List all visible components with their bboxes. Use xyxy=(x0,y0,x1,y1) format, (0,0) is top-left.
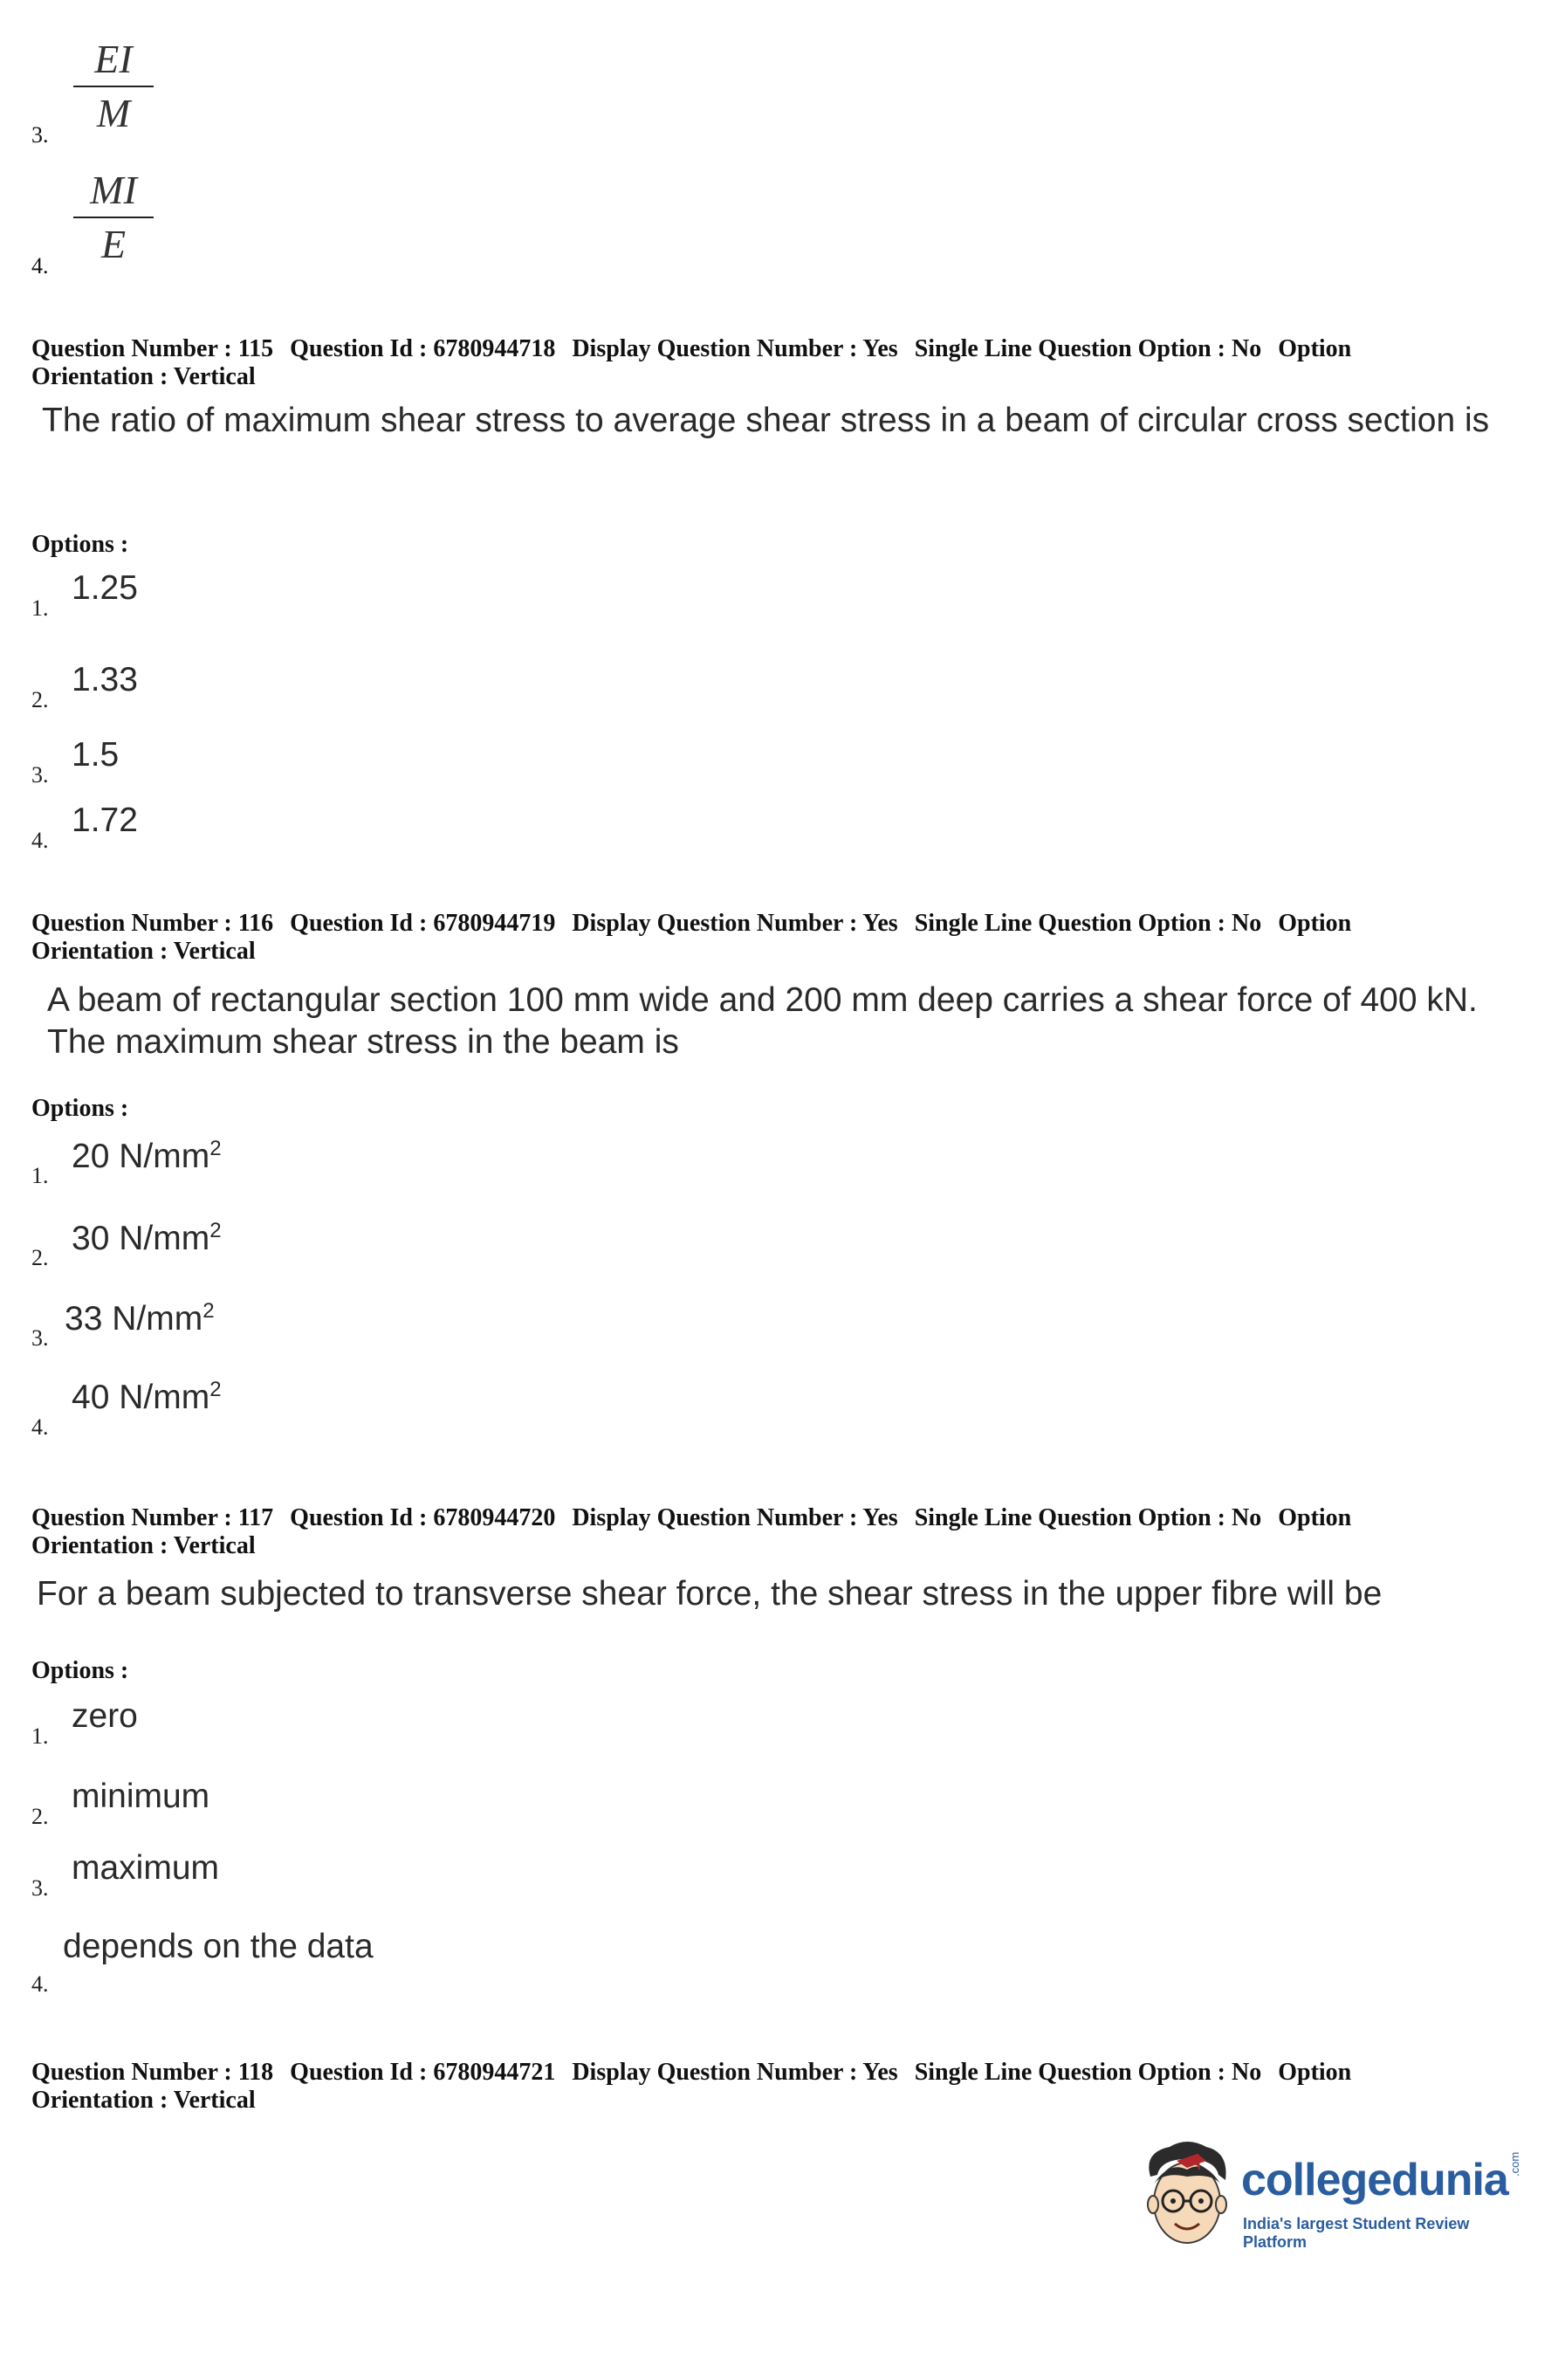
option-3 xyxy=(31,736,642,788)
option-4 xyxy=(31,1928,642,1998)
option-number: 1. xyxy=(31,1163,49,1188)
single-line-option: Single Line Question Option : No xyxy=(914,335,1262,362)
single-line-option: Single Line Question Option : No xyxy=(914,2059,1262,2086)
option-1 xyxy=(31,569,642,622)
question-header xyxy=(31,910,1533,966)
option-text: 20 $N/mm^2$ xyxy=(72,1137,222,1175)
question-text: A beam of rectangular section 100 mm wide and 200 mm deep carries a shear force of 400 kN. The maximum shear stress in the beam is xyxy=(47,981,1478,1061)
single-line-option: Single Line Question Option : No xyxy=(914,910,1262,937)
question-number: Question Number : 115 xyxy=(31,335,274,362)
options-label: Options : xyxy=(31,1095,129,1122)
question-id: Question Id : 6780944719 xyxy=(290,910,556,937)
option-orientation-b: Orientation : Vertical xyxy=(31,2087,256,2114)
option-text: zero xyxy=(72,1697,138,1735)
option-orientation-b: Orientation : Vertical xyxy=(31,363,256,390)
single-line-option: Single Line Question Option : No xyxy=(914,1504,1262,1531)
option-4 xyxy=(31,801,642,854)
option-text: minimum xyxy=(72,1778,210,1815)
fraction xyxy=(70,166,157,269)
option-1 xyxy=(31,1697,642,1750)
question-header-line-1 xyxy=(31,910,1533,938)
option-text: 30 $N/mm^2$ xyxy=(72,1219,222,1257)
display-question-number: Display Question Number : Yes xyxy=(572,910,898,937)
option-text: 1.5 xyxy=(72,736,120,774)
option-number: 3. xyxy=(31,1875,49,1901)
option-orientation-a: Option xyxy=(1278,910,1352,937)
option-orientation-a: Option xyxy=(1278,335,1352,362)
question-id: Question Id : 6780944720 xyxy=(290,1504,556,1531)
option-number: 1. xyxy=(31,1723,49,1749)
option-number: 1. xyxy=(31,595,49,621)
option-text: 1.25 xyxy=(72,569,138,607)
display-question-number: Display Question Number : Yes xyxy=(572,1504,898,1531)
option-3 xyxy=(31,1299,642,1352)
option-number: 3. xyxy=(31,122,49,148)
option-number: 4. xyxy=(31,253,49,279)
fraction-numerator: MI xyxy=(90,168,137,212)
question-header-line-1 xyxy=(31,335,1533,363)
option-number: 4. xyxy=(31,828,49,853)
brand-tagline: India's largest Student Review Platform xyxy=(1243,2215,1470,2251)
options-label: Options : xyxy=(31,1657,129,1684)
option-number: 4. xyxy=(31,1971,49,1997)
option-3 xyxy=(31,1849,642,1902)
question-text: The ratio of maximum shear stress to average shear stress in a beam of circular cross section is xyxy=(42,402,1490,439)
option-number: 2. xyxy=(31,1245,49,1270)
option-text: 1.72 xyxy=(72,801,138,839)
option-4 xyxy=(31,1378,642,1441)
option-orientation-a: Option xyxy=(1278,2059,1352,2086)
display-question-number: Display Question Number : Yes xyxy=(572,2059,898,2086)
options-label: Options : xyxy=(31,531,129,558)
question-header-line-1 xyxy=(31,1504,1533,1532)
carry-option-4 xyxy=(31,166,258,279)
question-id: Question Id : 6780944721 xyxy=(290,2059,556,2086)
question-text: For a beam subjected to transverse shear force, the shear stress in the upper fibre will be xyxy=(37,1575,1383,1613)
option-2 xyxy=(31,1219,642,1271)
display-question-number: Display Question Number : Yes xyxy=(572,335,898,362)
fraction-numerator: EI xyxy=(94,37,133,81)
option-orientation-b: Orientation : Vertical xyxy=(31,938,256,965)
collegedunia-logo[interactable] xyxy=(1135,2135,1536,2266)
fraction-denominator: M xyxy=(96,91,131,135)
option-number: 4. xyxy=(31,1414,49,1440)
question-header xyxy=(31,2059,1533,2115)
option-orientation-a: Option xyxy=(1278,1504,1352,1531)
option-number: 2. xyxy=(31,1804,49,1829)
question-header xyxy=(31,1504,1533,1560)
option-text: depends on the data xyxy=(63,1928,374,1965)
option-text: 33 $N/mm^2$ xyxy=(65,1299,215,1338)
question-number: Question Number : 116 xyxy=(31,910,274,937)
brand-name: collegedunia xyxy=(1241,2155,1508,2205)
option-text: 40 $N/mm^2$ xyxy=(72,1378,222,1416)
question-header-line-1 xyxy=(31,2059,1533,2087)
carry-option-3 xyxy=(31,35,258,148)
fraction-bar xyxy=(73,86,154,87)
option-number: 3. xyxy=(31,1325,49,1351)
option-1 xyxy=(31,1137,642,1189)
option-orientation-b: Orientation : Vertical xyxy=(31,1532,256,1559)
fraction xyxy=(70,35,157,138)
option-text: maximum xyxy=(72,1849,220,1887)
question-header xyxy=(31,335,1533,391)
option-2 xyxy=(31,661,642,713)
question-id: Question Id : 6780944718 xyxy=(290,335,556,362)
option-number: 3. xyxy=(31,762,49,788)
brand-dotcom: .com xyxy=(1508,2151,1521,2177)
option-text: 1.33 xyxy=(72,661,138,698)
fraction-bar xyxy=(73,217,154,218)
question-number: Question Number : 117 xyxy=(31,1504,274,1531)
option-2 xyxy=(31,1778,642,1830)
question-number: Question Number : 118 xyxy=(31,2059,274,2086)
fraction-denominator: E xyxy=(100,222,127,266)
option-number: 2. xyxy=(31,687,49,712)
mascot-face-icon xyxy=(1135,2135,1239,2266)
